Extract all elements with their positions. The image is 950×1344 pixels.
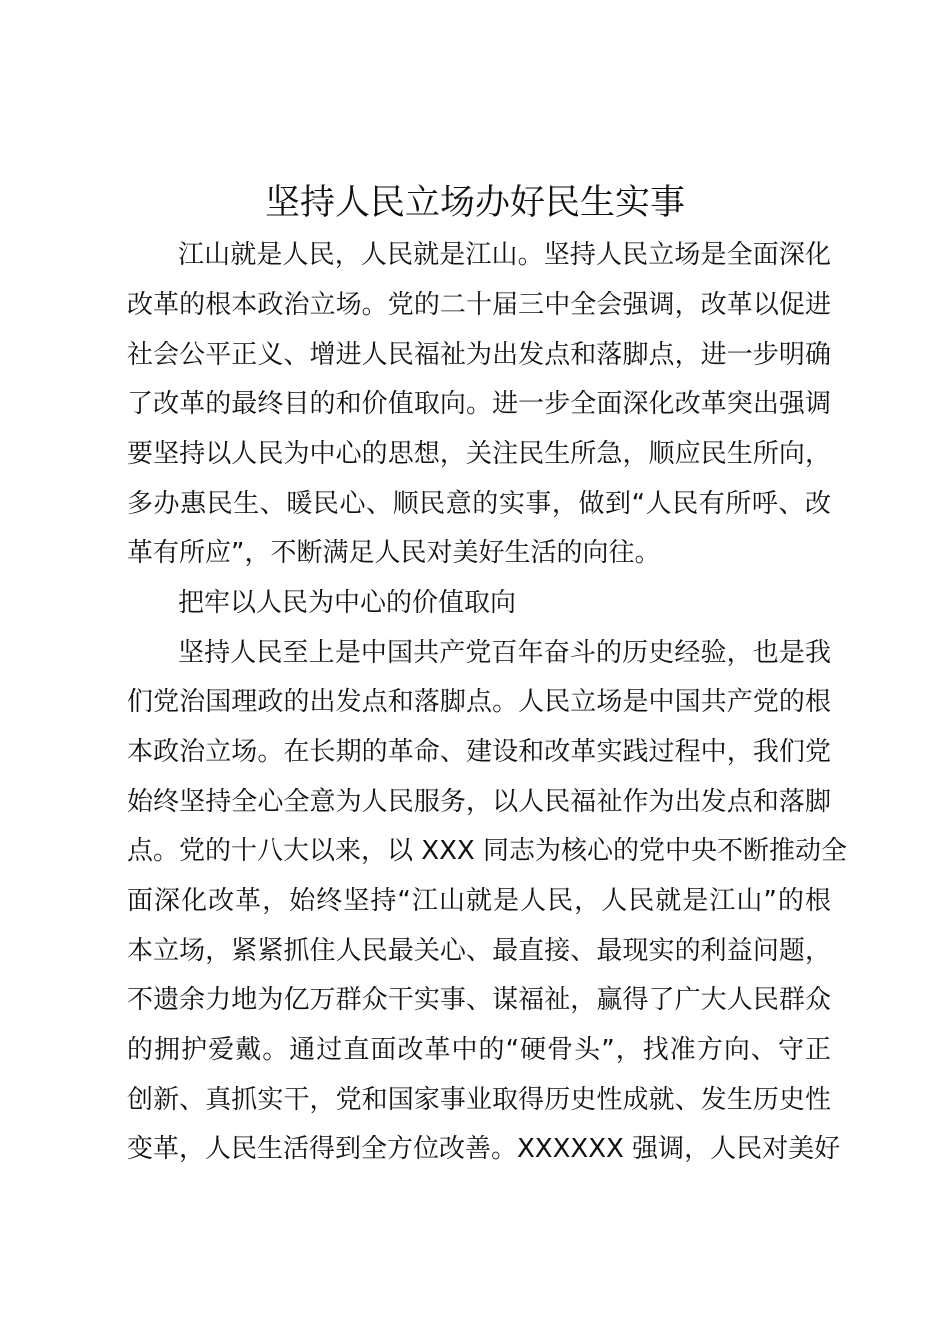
paragraph-2-line-1: 坚持人民至上是中国共产党百年奋斗的历史经验，也是我 bbox=[178, 638, 831, 668]
paragraph-2-line-8: 不遗余力地为亿万群众干实事、谋福祉，赢得了广大人民群众 bbox=[127, 985, 831, 1015]
paragraph-1-line-4: 了改革的最终目的和价值取向。进一步全面深化改革突出强调 bbox=[127, 389, 831, 419]
paragraph-2-line-5: 点。党的十八大以来，以 XXX 同志为核心的党中央不断推动全 bbox=[127, 836, 847, 866]
paragraph-1-line-5: 要坚持以人民为中心的思想，关注民生所急，顺应民生所向， bbox=[127, 439, 831, 469]
paragraph-2-line-11: 变革，人民生活得到全方位改善。XXXXXX 强调，人民对美好 bbox=[127, 1134, 841, 1164]
paragraph-1-line-2: 改革的根本政治立场。党的二十届三中全会强调，改革以促进 bbox=[127, 290, 831, 320]
paragraph-2-line-2: 们党治国理政的出发点和落脚点。人民立场是中国共产党的根 bbox=[127, 687, 831, 717]
paragraph-1-line-7: 革有所应”，不断满足人民对美好生活的向往。 bbox=[127, 538, 661, 568]
paragraph-2-line-6: 面深化改革，始终坚持“江山就是人民，人民就是江山”的根 bbox=[127, 886, 831, 916]
section-heading: 把牢以人民为中心的价值取向 bbox=[178, 588, 517, 618]
paragraph-1-line-1: 江山就是人民，人民就是江山。坚持人民立场是全面深化 bbox=[178, 240, 831, 270]
paragraph-2-line-9: 的拥护爱戴。通过直面改革中的“硬骨头”，找准方向、守正 bbox=[127, 1035, 831, 1065]
paragraph-2-line-4: 始终坚持全心全意为人民服务，以人民福祉作为出发点和落脚 bbox=[127, 787, 831, 817]
paragraph-2-line-7: 本立场，紧紧抓住人民最关心、最直接、最现实的利益问题， bbox=[127, 936, 831, 966]
paragraph-1-line-6: 多办惠民生、暖民心、顺民意的实事，做到“人民有所呼、改 bbox=[127, 489, 831, 519]
document-title: 坚持人民立场办好民生实事 bbox=[264, 183, 685, 223]
paragraph-2-line-10: 创新、真抓实干，党和国家事业取得历史性成就、发生历史性 bbox=[127, 1085, 831, 1115]
paragraph-1-line-3: 社会公平正义、增进人民福祉为出发点和落脚点，进一步明确 bbox=[127, 340, 831, 370]
paragraph-2-line-3: 本政治立场。在长期的革命、建设和改革实践过程中，我们党 bbox=[127, 737, 831, 767]
